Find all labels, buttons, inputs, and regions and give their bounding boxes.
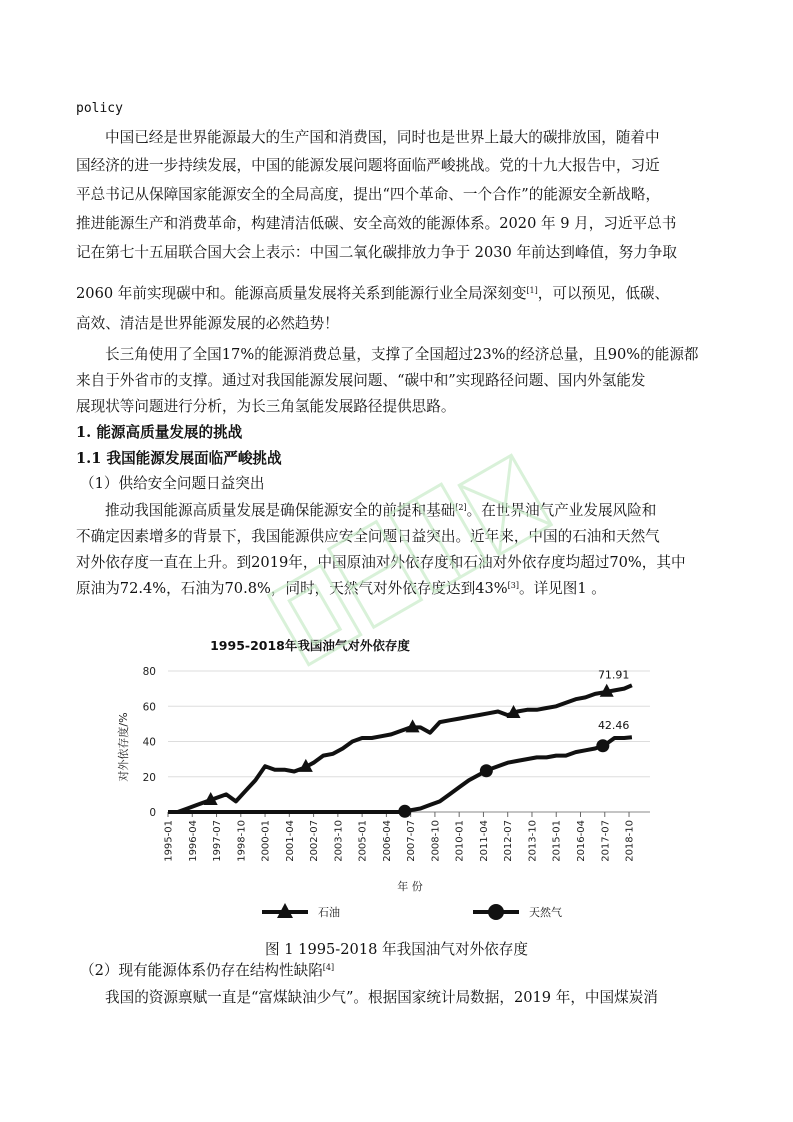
x-tick-label: 1997-07 [212,820,224,862]
end-value-label: 71.91 [597,668,630,682]
legend-label: 石油 [318,906,340,919]
citation-ref: [2] [455,503,467,512]
legend-circle-marker [488,904,504,920]
y-tick-label: 0 [149,807,156,819]
x-tick-label: 1995-01 [163,820,175,862]
x-tick-label: 2015-01 [551,820,563,862]
figure-caption: 图 1 1995-2018 年我国油气对外依存度 [265,941,528,958]
x-tick-label: 2018-10 [624,820,636,862]
paragraph-text: 。详见图1 。 [518,580,606,597]
subtopic-label: （1）供给安全问题日益突出 [80,475,265,492]
x-tick-label: 2008-10 [430,820,442,862]
paragraph-line: 来自于外省市的支撑。通过对我国能源发展问题、“碳中和”实现路径问题、国内外氢能发 [76,372,646,389]
paragraph-line [76,285,726,303]
x-tick-label: 2001-04 [284,820,296,862]
dependency-chart [110,625,670,935]
circle-marker [596,739,609,752]
x-axis-label: 年 份 [397,880,423,893]
top-fragment: policy [76,101,123,116]
paragraph-text: 2060 年前实现碳中和。能源高质量发展将关系到能源行业全局深刻变 [76,285,527,302]
x-tick-label: 2006-04 [381,820,393,862]
y-axis-ticks [143,666,156,819]
series-line-triangle [168,685,632,812]
paragraph-text: 推动我国能源高质量发展是确保能源安全的前提和基础 [105,502,456,519]
x-tick-label: 2012-07 [503,820,515,862]
y-tick-label: 20 [142,771,156,784]
x-tick-label: 2005-01 [357,820,369,862]
y-tick-label: 60 [142,701,156,714]
paragraph-line [76,580,726,598]
paragraph-text: 。在世界油气产业发展风险和 [466,502,657,519]
x-tick-label: 2017-07 [600,820,612,862]
section-heading: 1. 能源高质量发展的挑战 [76,424,243,441]
y-axis-label: 对外依存度/% [117,712,130,782]
paragraph-line: 我国的资源禀赋一直是“富煤缺油少气”。根据国家统计局数据，2019 年，中国煤炭消 [105,989,658,1006]
x-tick-label: 2003-10 [333,820,345,862]
y-tick-label: 80 [142,666,156,678]
paragraph-line: 记在第七十五届联合国大会上表示：中国二氧化碳排放力争于 2030 年前达到峰值，努力争取 [76,244,677,261]
x-tick-label: 1996-04 [187,820,199,862]
paragraph-line: 平总书记从保障国家能源安全的全局高度，提出“四个革命、一个合作”的能源安全新战略， [76,186,661,203]
paragraph-line: 推进能源生产和消费革命，构建清洁低碳、安全高效的能源体系。2020 年 9 月，习近平总书 [76,215,677,232]
legend-label: 天然气 [529,906,562,919]
end-value-label: 42.46 [597,719,630,733]
circle-marker [480,764,493,777]
x-tick-label: 1998-10 [236,820,248,862]
x-tick-label: 2016-04 [576,820,588,862]
paragraph-line: 不确定因素增多的背景下，我国能源供应安全问题日益突出。近年来，中国的石油和天然气 [76,528,660,545]
paragraph-line: 对外依存度一直在上升。到2019年，中国原油对外依存度和石油对外依存度均超过70%，其中 [76,554,686,571]
x-tick-label: 2002-07 [309,820,321,862]
paragraph-line [105,502,755,520]
chart-legend [262,903,562,920]
paragraph-line: 长三角使用了全国17%的能源消费总量，支撑了全国超过23%的经济总量，且90%的能源都 [105,346,699,363]
paragraph-text: ，可以预见，低碳、 [537,285,670,302]
chart-grid [168,671,650,812]
x-tick-label: 2010-01 [454,820,466,862]
subsection-heading: 1.1 我国能源发展面临严峻挑战 [76,450,282,467]
x-tick-label: 2013-10 [527,820,539,862]
paragraph-line: 展现状等问题进行分析，为长三角氢能发展路径提供思路。 [76,398,456,415]
subtopic-text: （2）现有能源体系仍存在结构性缺陷 [80,962,323,979]
circle-marker [398,805,411,818]
paragraph-text: 原油为72.4%，石油为70.8%，同时，天然气对外依存度达到43% [76,580,508,597]
subtopic-label [80,962,730,980]
paragraph-line: 高效、清洁是世界能源发展的必然趋势！ [76,315,339,332]
paragraph-line: 中国已经是世界能源最大的生产国和消费国，同时也是世界上最大的碳排放国，随着中 [105,129,660,146]
citation-ref: [1] [526,286,538,295]
citation-ref: [4] [322,963,335,972]
x-tick-label: 2000-01 [260,820,272,862]
citation-ref: [3] [507,581,519,590]
x-axis-ticks [164,812,636,862]
y-tick-label: 40 [142,736,156,749]
x-tick-label: 2011-04 [478,820,490,862]
x-tick-label: 2007-07 [406,820,418,862]
paragraph-line: 国经济的进一步持续发展，中国的能源发展问题将面临严峻挑战。党的十九大报告中，习近 [76,157,660,174]
chart-series [168,668,632,818]
chart-title: 1995-2018年我国油气对外依存度 [210,638,410,653]
